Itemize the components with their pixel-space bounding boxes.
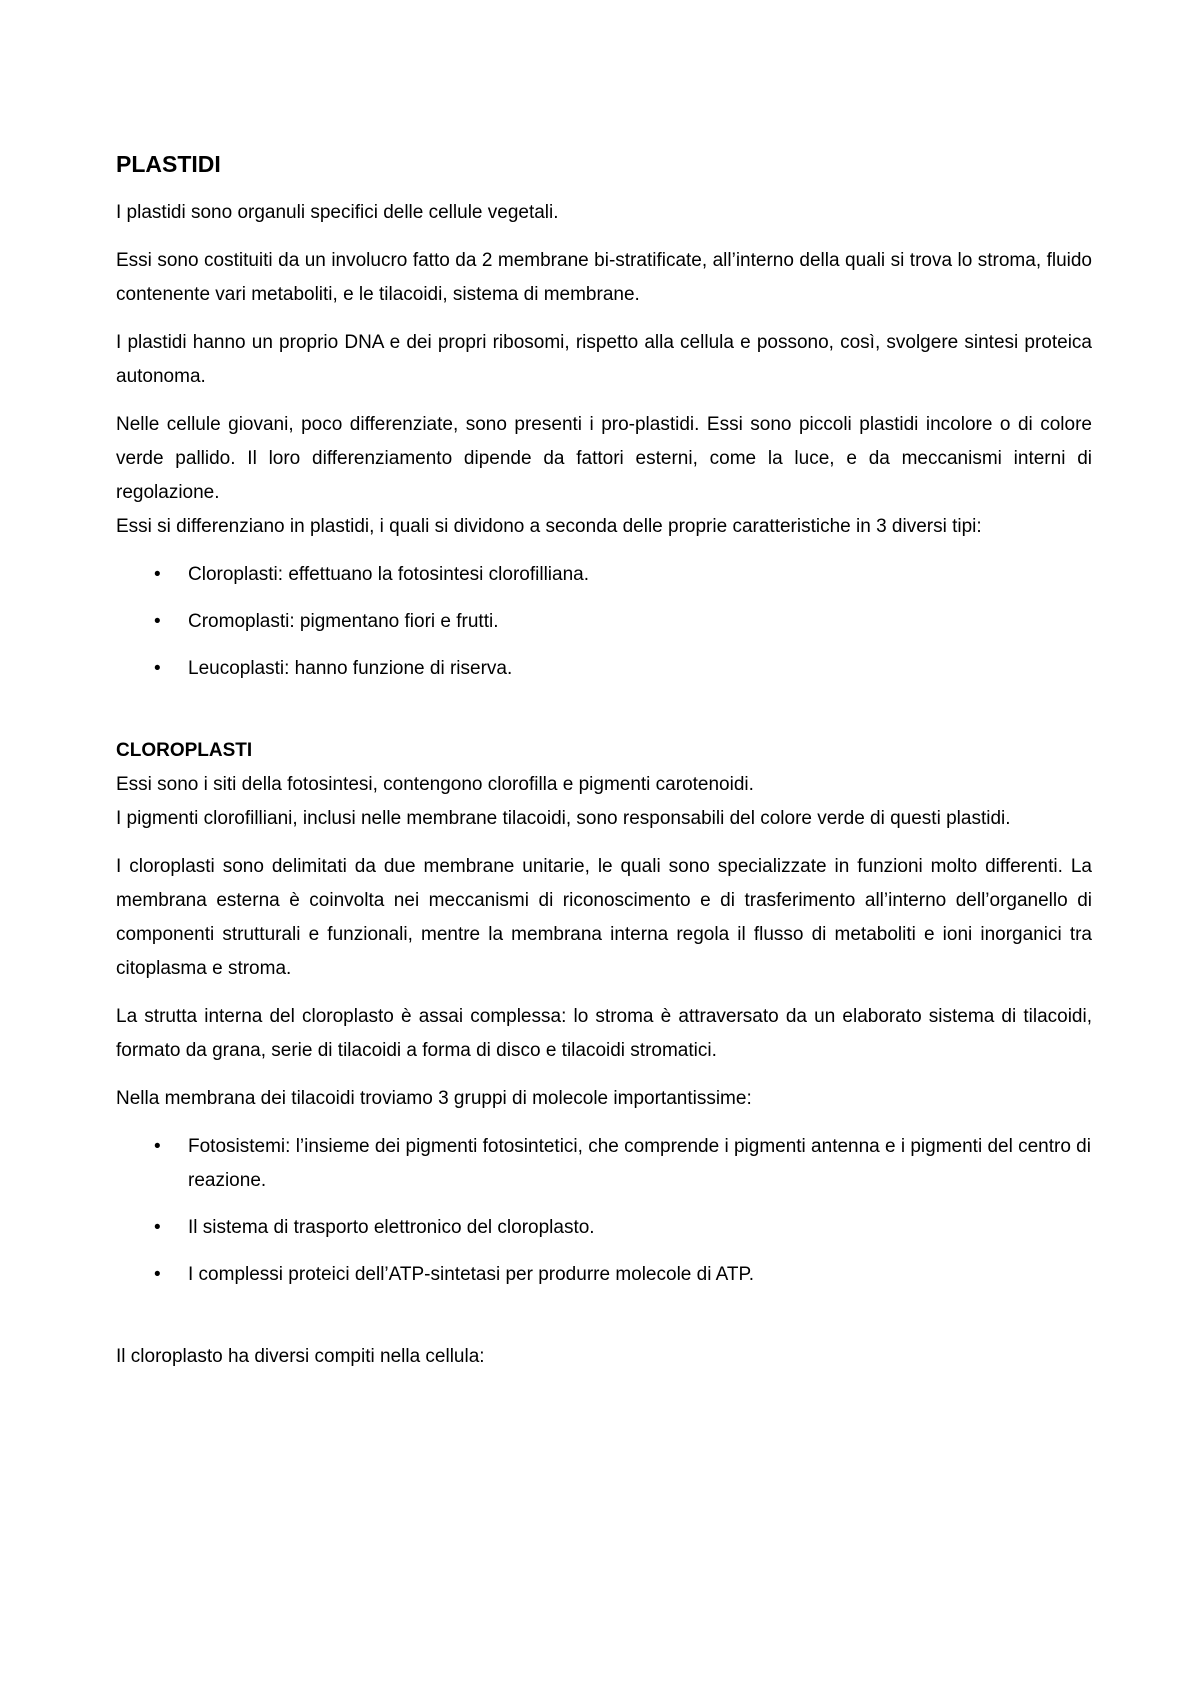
paragraph: La strutta interna del cloroplasto è assai complessa: lo stroma è attraversato da un elaborato sistema di tilacoidi, formato da grana, serie di tilacoidi a forma di disco e tilacoidi stromatici. bbox=[116, 1006, 1092, 1061]
section-title-plastidi: PLASTIDI bbox=[116, 151, 221, 177]
paragraph: I cloroplasti sono delimitati da due membrane unitarie, le quali sono specializzate in funzioni molto differenti. La membrana esterna è coinvolta nei meccanismi di riconoscimento e di trasferimento all’interno dell’organello di componenti strutturali e funzionali, mentre la membrana interna regola il flusso di metaboliti e ioni inorganici tra citoplasma e stroma. bbox=[116, 856, 1092, 979]
bullet-icon: • bbox=[154, 1217, 161, 1238]
bullet-icon: • bbox=[154, 1264, 161, 1285]
spacer bbox=[116, 700, 1092, 734]
list-item-text: Cloroplasti: effettuano la fotosintesi clorofilliana. bbox=[188, 564, 589, 585]
plastid-types-list bbox=[116, 558, 1092, 686]
bullet-icon: • bbox=[154, 1136, 161, 1157]
paragraph: Essi sono costituiti da un involucro fatto da 2 membrane bi-stratificate, all’interno della quali si trova lo stroma, fluido contenente vari metaboliti, e le tilacoidi, sistema di membrane. bbox=[116, 250, 1092, 305]
molecule-groups-list bbox=[116, 1130, 1092, 1292]
list-item bbox=[116, 1258, 1092, 1292]
list-item-text: Il sistema di trasporto elettronico del cloroplasto. bbox=[188, 1217, 595, 1238]
spacer bbox=[116, 1306, 1092, 1340]
paragraph: Essi sono i siti della fotosintesi, contengono clorofilla e pigmenti carotenoidi. bbox=[116, 774, 754, 795]
bullet-icon: • bbox=[154, 658, 161, 679]
paragraph: Nelle cellule giovani, poco differenziate, sono presenti i pro-plastidi. Essi sono piccoli plastidi incolore o di colore verde pallido. Il loro differenziamento dipende da fattori esterni, come la luce, e da meccanismi interni di regolazione. bbox=[116, 414, 1092, 503]
list-item-text: I complessi proteici dell’ATP-sintetasi per produrre molecole di ATP. bbox=[188, 1264, 755, 1285]
bullet-icon: • bbox=[154, 611, 161, 632]
bullet-icon: • bbox=[154, 564, 161, 585]
list-item bbox=[116, 652, 1092, 686]
list-item bbox=[116, 558, 1092, 592]
paragraph: Essi si differenziano in plastidi, i quali si dividono a seconda delle proprie caratteristiche in 3 diversi tipi: bbox=[116, 516, 982, 537]
list-item bbox=[116, 1211, 1092, 1245]
list-item bbox=[116, 605, 1092, 639]
paragraph: I plastidi sono organuli specifici delle cellule vegetali. bbox=[116, 202, 559, 223]
section-title-cloroplasti: CLOROPLASTI bbox=[116, 740, 253, 761]
list-item-text: Leucoplasti: hanno funzione di riserva. bbox=[188, 658, 513, 679]
list-item-text: Fotosistemi: l’insieme dei pigmenti fotosintetici, che comprende i pigmenti antenna e i pigmenti del centro di reazione. bbox=[188, 1136, 1091, 1191]
list-item bbox=[116, 1130, 1092, 1198]
paragraph: Nella membrana dei tilacoidi troviamo 3 gruppi di molecole importantissime: bbox=[116, 1088, 752, 1109]
list-item-text: Cromoplasti: pigmentano fiori e frutti. bbox=[188, 611, 499, 632]
paragraph: Il cloroplasto ha diversi compiti nella cellula: bbox=[116, 1346, 485, 1367]
paragraph: I plastidi hanno un proprio DNA e dei propri ribosomi, rispetto alla cellula e possono, così, svolgere sintesi proteica autonoma. bbox=[116, 332, 1092, 387]
paragraph: I pigmenti clorofilliani, inclusi nelle membrane tilacoidi, sono responsabili del colore verde di questi plastidi. bbox=[116, 808, 1011, 829]
